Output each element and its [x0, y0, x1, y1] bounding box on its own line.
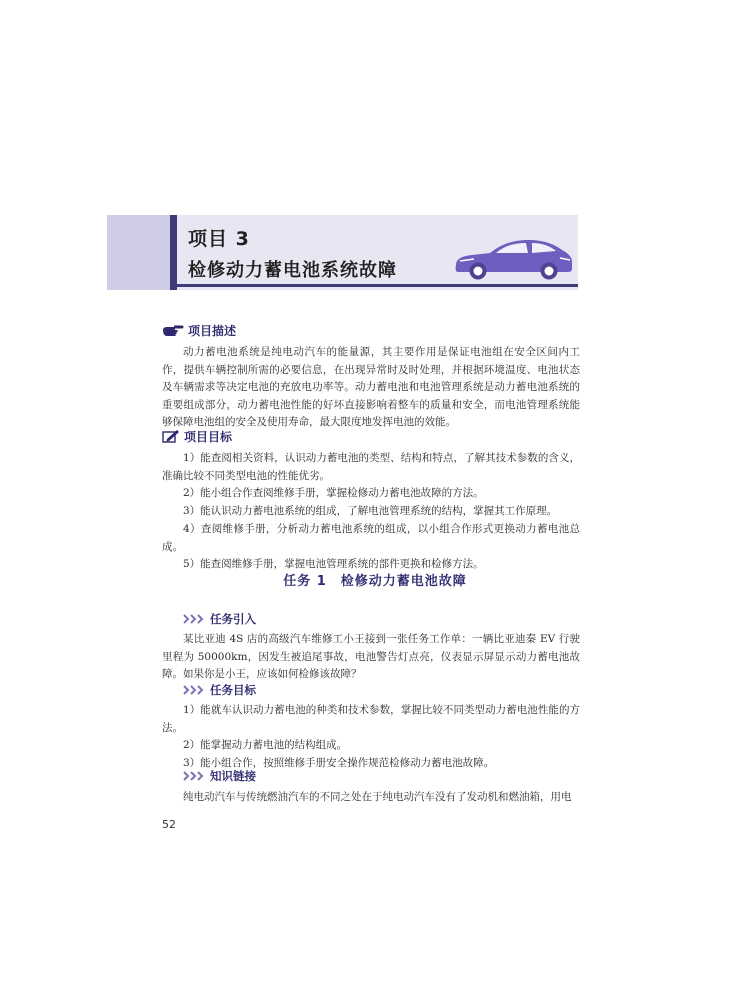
pointing-hand-icon	[162, 324, 184, 337]
banner-underline	[177, 284, 578, 287]
car-illustration	[452, 232, 576, 282]
goals-heading	[162, 428, 232, 444]
goal-item-1: 1）能查阅相关资料，认识动力蓄电池的类型、结构和特点，了解其技术参数的含义，准确比较不同类型电池的性能优劣。	[162, 452, 580, 482]
description-paragraph: 动力蓄电池系统是纯电动汽车的能量源，其主要作用是保证电池组在安全区间内工作，提供车辆控制所需的必要信息，在出现异常时及时处理，并根据环境温度、电池状态及车辆需求等决定电池的充放电功率等。动力蓄电池和电池管理系统是动力蓄电池系统的重要组成部分，动力蓄电池性能的好坏直接影响着整车的质量和安全，而电池管理系统能够保障电池组的安全及使用寿命，最大限度地发挥电池的效能。	[162, 346, 580, 428]
banner-accent-bar	[170, 215, 177, 290]
page-number: 52	[162, 818, 176, 831]
task-title-text: 检修动力蓄电池故障	[340, 574, 467, 589]
banner-left-panel	[107, 215, 170, 290]
task-goals-heading-label: 任务目标	[210, 683, 256, 697]
project-title: 检修动力蓄电池系统故障	[188, 260, 397, 281]
task-goal-item-2: 2）能掌握动力蓄电池的结构组成。	[183, 739, 348, 751]
project-number: 项目 3	[188, 228, 250, 250]
goal-item-5: 5）能查阅维修手册，掌握电池管理系统的部件更换和检修方法。	[183, 558, 484, 570]
triple-chevron-icon	[183, 685, 205, 695]
triple-chevron-icon	[183, 771, 205, 781]
task-goal-item-3: 3）能小组合作，按照维修手册安全操作规范检修动力蓄电池故障。	[183, 757, 495, 769]
task-title	[0, 570, 750, 589]
intro-heading-label: 任务引入	[210, 612, 256, 626]
description-heading-label: 项目描述	[188, 323, 237, 338]
task-goal-item-1: 1）能就车认识动力蓄电池的种类和技术参数，掌握比较不同类型动力蓄电池性能的方法。	[162, 704, 580, 734]
goal-item-2: 2）能小组合作查阅维修手册，掌握检修动力蓄电池故障的方法。	[183, 487, 484, 499]
task-goals-heading	[183, 682, 256, 698]
goals-heading-label: 项目目标	[184, 429, 233, 444]
intro-paragraph: 某比亚迪 4S 店的高级汽车维修工小王接到一张任务工作单：一辆比亚迪秦 EV 行驶里程为 50000km，因发生被追尾事故，电池警告灯点亮，仪表显示屏显示动力蓄电池故障。如果你是小王，应该如何检修该故障？	[162, 633, 580, 680]
intro-heading	[183, 611, 256, 627]
knowledge-heading	[183, 768, 256, 784]
triple-chevron-icon	[183, 614, 205, 624]
goal-item-3: 3）能认识动力蓄电池系统的组成，了解电池管理系统的结构，掌握其工作原理。	[183, 505, 558, 517]
pencil-paper-icon	[162, 429, 180, 443]
goal-item-4: 4）查阅维修手册，分析动力蓄电池系统的组成，以小组合作形式更换动力蓄电池总成。	[162, 523, 580, 553]
knowledge-paragraph: 纯电动汽车与传统燃油汽车的不同之处在于纯电动汽车没有了发动机和燃油箱，用电	[183, 791, 572, 803]
description-heading	[162, 322, 236, 338]
task-number: 任务 1	[283, 574, 327, 589]
knowledge-heading-label: 知识链接	[210, 769, 256, 783]
